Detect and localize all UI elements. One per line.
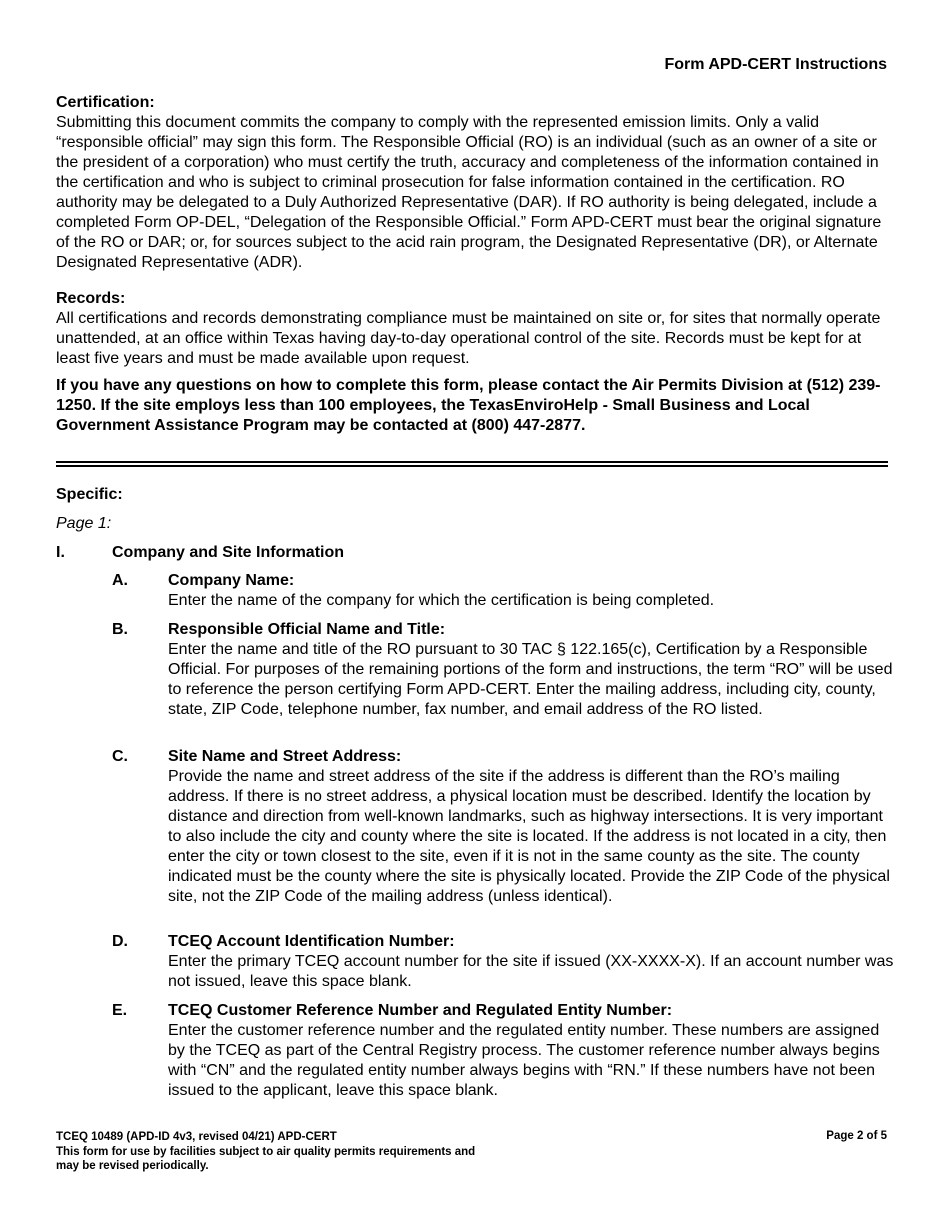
- item-b-label: B.: [112, 621, 128, 638]
- item-c-text: Provide the name and street address of the site if the address is different than the RO’s mailing address. If there is no street address, a physical location must be described. Identify the location by distance and direction from well-known landmarks, such as highway intersections. It is very important to also include the city and county where the site is located. If the address is not located in a city, then enter the city or town closest to the site, even if it is not in the same county as the site. The county indicated must be the county where the site is physically located. Provide the ZIP Code of the physical site, not the ZIP Code of the mailing address (unless identical).: [168, 768, 890, 905]
- form-title: Form APD-CERT Instructions: [664, 56, 887, 73]
- records-section: [56, 289, 894, 369]
- records-heading: Records:: [56, 290, 126, 307]
- footer-form-id: TCEQ 10489 (APD-ID 4v3, revised 04/21) APD-CERT: [56, 1131, 337, 1143]
- item-a-label: A.: [112, 572, 128, 589]
- section-i-label: I.: [56, 544, 65, 561]
- item-e-title: TCEQ Customer Reference Number and Regulated Entity Number:: [168, 1002, 673, 1019]
- section-i-title: Company and Site Information: [112, 544, 345, 561]
- footer-note-line2: may be revised periodically.: [56, 1160, 209, 1172]
- footer: [56, 1130, 888, 1174]
- item-d-text: Enter the primary TCEQ account number for the site if issued (XX-XXXX-X). If an account number was not issued, leave this space blank.: [168, 953, 894, 990]
- item-e-label: E.: [112, 1002, 128, 1019]
- certification-text: Submitting this document commits the company to comply with the represented emission limits. Only a valid “responsible official” may sign this form. The Responsible Official (RO) is an individual (such as an owner of a site or the president of a corporation) who must certify the truth, accuracy and completeness of the information contained in the certification and who is subject to criminal prosecution for false information contained in the certification. RO authority may be delegated to a Duly Authorized Representative (DAR). If RO authority is being delegated, include a completed Form OP-DEL, “Delegation of the Responsible Official.” Form APD-CERT must bear the original signature of the RO or DAR; or, for sources subject to the acid rain program, the Designated Representative (DR), or Alternate Designated Representative (ADR).: [56, 114, 882, 271]
- item-e-text: Enter the customer reference number and the regulated entity number. These numbers are assigned by the TCEQ as part of the Central Registry process. The customer reference number always begins with “CN” and the regulated entity number always begins with “RN.” If these numbers have not been issued to the applicant, leave this space blank.: [168, 1022, 880, 1099]
- page-reference: Page 1:: [56, 515, 112, 532]
- item-c-title: Site Name and Street Address:: [168, 748, 402, 765]
- item-c-label: C.: [112, 748, 128, 765]
- certification-section: [56, 93, 894, 273]
- certification-heading: Certification:: [56, 94, 155, 111]
- contact-paragraph: If you have any questions on how to complete this form, please contact the Air Permits Division at (512) 239-1250. If the site employs less than 100 employees, the TexasEnviroHelp - Small Business and Local Government Assistance Program may be contacted at (800) 447-2877.: [56, 377, 881, 434]
- records-text: All certifications and records demonstrating compliance must be maintained on site or, for sites that normally operate unattended, at an office within Texas having day-to-day operational control of the site. Records must be kept for at least five years and must be made available upon request.: [56, 310, 881, 367]
- item-a-text: Enter the name of the company for which the certification is being completed.: [168, 592, 715, 609]
- item-b-text: Enter the name and title of the RO pursuant to 30 TAC § 122.165(c), Certification by a Responsible Official. For purposes of the remaining portions of the form and instructions, the term “RO” will be used to reference the person certifying Form APD-CERT. Enter the mailing address, including city, county, state, ZIP Code, telephone number, fax number, and email address of the RO listed.: [168, 641, 893, 718]
- section-divider: [56, 461, 888, 467]
- footer-note-line1: This form for use by facilities subject to air quality permits requirements and: [56, 1145, 476, 1158]
- item-b-title: Responsible Official Name and Title:: [168, 621, 446, 638]
- item-d-title: TCEQ Account Identification Number:: [168, 933, 455, 950]
- page-number: Page 2 of 5: [826, 1130, 887, 1142]
- item-d-label: D.: [112, 933, 128, 950]
- specific-heading: Specific:: [56, 486, 123, 503]
- item-a-title: Company Name:: [168, 572, 295, 589]
